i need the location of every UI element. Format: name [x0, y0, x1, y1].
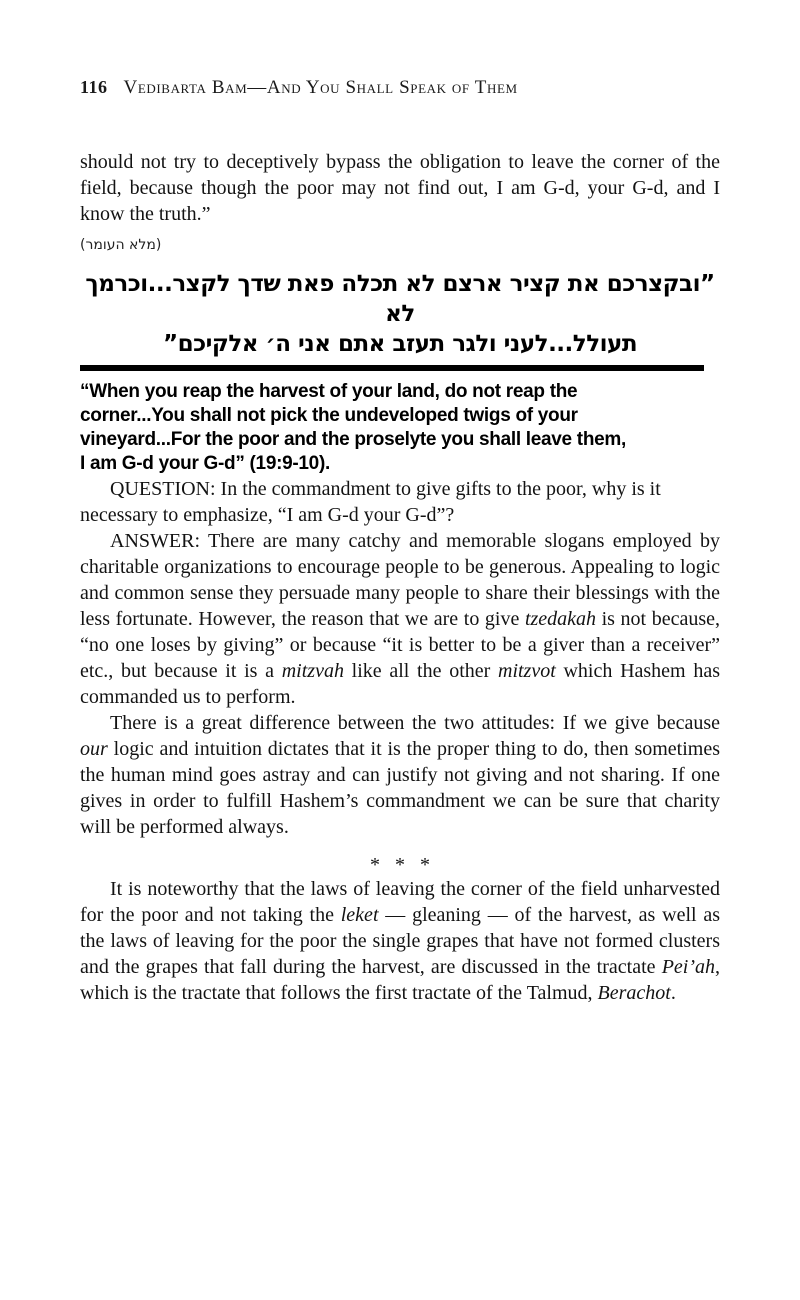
text-run: should not try to deceptively bypass the obligation to leave the corner of the field, because though the poor may not find out, I am G-d, your G-d, and I know the truth.” — [80, 151, 720, 225]
divider-bar — [80, 365, 704, 371]
verse-translation-line3: vineyard...For the poor and the proselyte you shall leave them, — [80, 429, 626, 450]
verse-translation — [80, 380, 720, 476]
paragraph-noteworthy — [80, 876, 720, 1006]
page-body — [80, 149, 720, 1006]
text-run: , which is the tractate that follows the first tractate of the Talmud, — [80, 956, 720, 1004]
running-header — [80, 76, 720, 99]
verse-translation-line2: corner...You shall not pick the undeveloped twigs of your — [80, 405, 578, 426]
italic-term: Pei’ah — [661, 956, 715, 978]
text-run: QUESTION: In the commandment to give gifts to the poor, why is it necessary to emphasize, “I am G-d your G-d”? — [80, 478, 661, 526]
hebrew-verse-line1: ”ובקצרכם את קציר ארצם לא תכלה פאת שדך לקצר...וכרמך לא — [85, 271, 715, 327]
italic-term: leket — [340, 904, 379, 926]
text-run: is not because, “no one loses by giving” or because “it is better to be a giver than a receiver” etc., but because it is a — [80, 608, 720, 682]
text-run: — gleaning — of the harvest, as well as the laws of leaving for the poor the single grapes that have not formed clusters and the grapes that fall during the harvest, are discussed in the tractate — [80, 904, 720, 978]
text-run: There is a great difference between the two attitudes: If we give because — [110, 712, 720, 734]
paragraph-question — [80, 476, 720, 528]
text-run: ANSWER: There are many catchy and memorable slogans employed by charitable organizations to encourage people to be generous. Appealing to logic and common sense they persuade many people to share their blessings with the less fortunate. However, the reason that we are to give — [80, 530, 720, 630]
paragraph-difference — [80, 710, 720, 840]
verse-translation-line1: “When you reap the harvest of your land, do not reap the — [80, 381, 578, 402]
italic-term: tzedakah — [524, 608, 597, 630]
text-run: logic and intuition dictates that it is the proper thing to do, then sometimes the human mind goes astray and can justify not giving and not sharing. If one gives in order to fulfill Hashem’s commandment we can be sure that charity will be performed always. — [80, 738, 720, 838]
hebrew-source-citation: (מלא העומר) — [80, 237, 162, 253]
text-run: It is noteworthy that the laws of leaving the corner of the field unharvested for the poor and not taking the — [80, 878, 720, 926]
italic-term: mitzvah — [281, 660, 344, 682]
page-number: 116 — [80, 77, 108, 97]
paragraph-answer — [80, 528, 720, 710]
verse-translation-line4: I am G-d your G-d” (19:9-10). — [80, 453, 330, 474]
italic-term: Berachot — [597, 982, 671, 1004]
italic-term: mitzvot — [498, 660, 556, 682]
header-title: Vedibarta Bam—And You Shall Speak of Them — [123, 77, 518, 98]
section-separator: * * * — [370, 854, 430, 876]
text-run: like all the other — [343, 660, 498, 682]
italic-term: our — [80, 738, 108, 760]
text-run: . — [670, 982, 676, 1004]
hebrew-verse-line2: תעולל...לעני ולגר תעזב אתם אני ה׳ אלקיכם” — [162, 331, 638, 357]
hebrew-verse-heading — [80, 269, 720, 359]
paragraph-continuation — [80, 149, 720, 227]
text-run: which Hashem has commanded us to perform. — [80, 660, 720, 708]
